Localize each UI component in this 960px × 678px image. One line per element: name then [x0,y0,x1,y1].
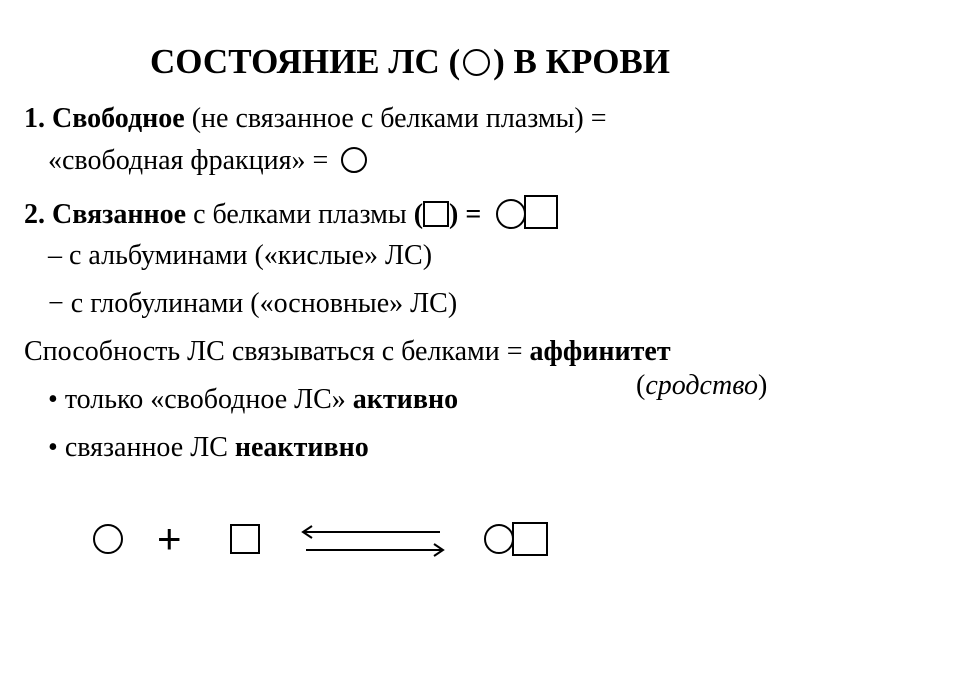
drug-circle-icon [463,49,490,76]
item-bound-bold: Связанное [52,199,187,230]
bullet-inactive-bold: неактивно [234,432,369,463]
item-free-number: 1. [24,103,45,134]
bullet-mark: • [48,432,58,463]
equation-drug-circle-icon [93,524,123,554]
affinity-line [24,338,671,366]
bullet-mark: • [48,384,58,415]
bullet-inactive [48,434,369,462]
bullet-active-text: только «свободное ЛС» [64,384,346,415]
synonym-close: ) [757,370,768,401]
synonym-open: ( [636,370,646,401]
bullet-inactive-text: связанное ЛС [64,432,228,463]
free-fraction-text: «свободная фракция» = [48,145,329,176]
paren-close: ) = [449,199,482,230]
equation-plus: + [157,515,182,562]
bullet-active [48,386,458,414]
equation-complex-square-icon [512,522,548,556]
affinity-text: Способность ЛС связываться с белками = [24,336,523,367]
free-drug-circle-icon [341,147,367,173]
page-title [150,44,670,79]
sub-globulins: − с глобулинами («основные» ЛС) [48,288,458,319]
item-bound-number: 2. [24,199,45,230]
item-free-bold: Свободное [52,103,185,134]
equilibrium-arrows-icon [298,520,448,560]
title-before: СОСТОЯНИЕ ЛС ( [150,42,461,81]
protein-square-icon [423,201,449,227]
bound-complex-circle-icon [496,199,526,229]
synonym-italic: сродство [645,370,758,401]
title-after: ) В КРОВИ [493,42,671,81]
item-free [24,105,607,133]
affinity-bold: аффинитет [529,336,671,367]
bullet-active-bold: активно [352,384,459,415]
item-bound-rest: с белками плазмы [193,199,407,230]
item-free-line2 [48,147,367,175]
item-free-rest: (не связанное с белками плазмы) = [191,103,607,134]
paren-open: ( [413,199,424,230]
item-bound [24,195,558,229]
synonym [636,372,767,400]
sub-albumins: – с альбуминами («кислые» ЛС) [48,240,433,271]
equation-protein-square-icon [230,524,260,554]
equation-complex-circle-icon [484,524,514,554]
bound-complex-square-icon [524,195,558,229]
